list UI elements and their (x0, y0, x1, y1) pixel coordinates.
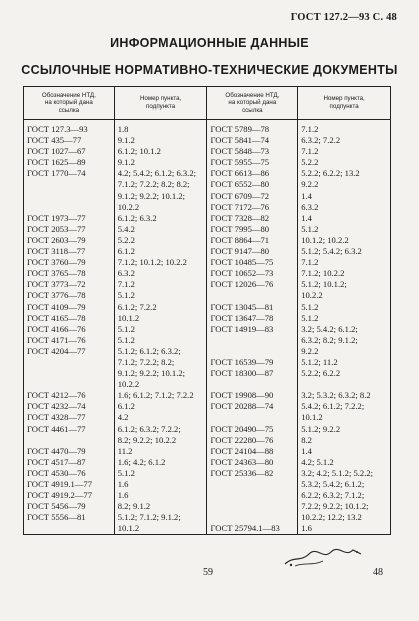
clause-numbers: 6.3.2 (301, 201, 319, 212)
ntd-designation: ГОСТ 6709—72 (210, 190, 270, 201)
ntd-designation: ГОСТ 8864—71 (210, 234, 270, 245)
clause-numbers: 5.1.2; 10.1.2; (301, 279, 347, 290)
clause-numbers: 5.4.2 (117, 223, 135, 234)
ntd-designation: ГОСТ 25336—82 (210, 467, 274, 478)
ntd-designation: ГОСТ 4166—76 (27, 323, 86, 334)
clause-numbers: 3.2; 4.2; 5.1.2; 5.2.2; (301, 467, 374, 478)
clause-numbers: 5.1.2; 11.2 (301, 356, 338, 367)
clause-numbers: 3.2; 5.4.2; 6.1.2; (301, 323, 358, 334)
ntd-designation: ГОСТ 3776—78 (27, 290, 86, 301)
clause-numbers: 10.2.2 (117, 379, 140, 390)
clause-numbers: 9.2.2 (301, 345, 319, 356)
ntd-designation: ГОСТ 4109—79 (27, 301, 86, 312)
right-ntd-column (207, 120, 298, 535)
header-right-clause: Номер пункта, подпункта (298, 87, 391, 120)
clause-numbers: 1.6 (117, 490, 129, 501)
ntd-designation: ГОСТ 2603—79 (27, 234, 86, 245)
clause-numbers: 4.2; 5.4.2; 6.1.2; 6.3.2; (117, 168, 197, 179)
clause-numbers: 1.6; 6.1.2; 7.1.2; 7.2.2 (117, 390, 194, 401)
clause-numbers: 6.1.2; 10.1.2 (117, 146, 161, 157)
clause-numbers: 8.2; 9.2.2; 10.2.2 (117, 434, 177, 445)
clause-numbers: 5.1.2 (117, 334, 135, 345)
clause-numbers: 10.2.2 (301, 290, 323, 301)
ntd-designation: ГОСТ 14919—83 (210, 323, 274, 334)
clause-numbers: 5.4.2; 6.1.2; 7.2.2; (301, 401, 365, 412)
clause-numbers: 7.1.2; 10.1.2; 10.2.2 (117, 257, 187, 268)
clause-numbers: 4.2; 5.1.2 (301, 456, 334, 467)
clause-numbers (301, 379, 390, 390)
ntd-designation: ГОСТ 4470—79 (27, 445, 86, 456)
handwritten-signature (283, 544, 365, 570)
clause-numbers: 5.1.2; 7.1.2; 9.1.2; (117, 512, 181, 523)
clause-numbers: 6.2.2; 6.3.2; 7.1.2; (301, 490, 365, 501)
clause-numbers: 1.6; 4.2; 6.1.2 (117, 456, 166, 467)
ntd-designation: ГОСТ 5556—81 (27, 512, 86, 523)
ntd-designation: ГОСТ 20288—74 (210, 401, 274, 412)
ntd-designation: ГОСТ 4212—76 (27, 390, 86, 401)
ntd-designation (27, 523, 114, 534)
clause-numbers: 7.1.2; 7.2.2; 8.2; (117, 356, 175, 367)
ntd-designation: ГОСТ 10652—73 (210, 268, 274, 279)
ntd-designation: ГОСТ 1625—89 (27, 157, 86, 168)
table-header-row (24, 87, 391, 120)
page-number-center: 59 (203, 567, 213, 578)
clause-numbers: 5.1.2 (117, 323, 135, 334)
clause-numbers: 10.1.2 (301, 412, 323, 423)
ntd-designation: ГОСТ 4461—77 (27, 423, 86, 434)
clause-numbers: 1.4 (301, 445, 312, 456)
header-left-ntd: Обозначение НТД, на который дана ссылка (24, 87, 115, 120)
ntd-designation: ГОСТ 12026—76 (210, 279, 274, 290)
clause-numbers: 6.1.2; 7.2.2 (117, 301, 157, 312)
clause-numbers: 5.1.2 (301, 301, 319, 312)
ntd-designation: ГОСТ 4232—74 (27, 401, 86, 412)
clause-numbers: 10.1.2 (117, 312, 140, 323)
clause-numbers: 5.1.2; 9.2.2 (301, 423, 341, 434)
ntd-designation: ГОСТ 5955—75 (210, 157, 270, 168)
clause-numbers: 10.1.2 (117, 523, 140, 534)
document-reference: ГОСТ 127.2—93 С. 48 (290, 12, 397, 23)
ntd-designation: ГОСТ 24363—80 (210, 456, 274, 467)
clause-numbers: 9.1.2 (117, 135, 135, 146)
ntd-designation: ГОСТ 4530—76 (27, 467, 86, 478)
ntd-designation (27, 368, 114, 379)
ntd-designation (27, 435, 114, 446)
clause-numbers: 1.6 (117, 479, 129, 489)
ntd-designation: ГОСТ 18300—87 (210, 368, 274, 379)
clause-numbers: 6.1.2; 6.3.2; 7.2.2; (117, 423, 181, 434)
ntd-designation: ГОСТ 16539—79 (210, 356, 274, 367)
ntd-designation (210, 501, 297, 512)
clause-numbers: 5.2.2; 6.2.2; 13.2 (301, 168, 360, 179)
ntd-designation: ГОСТ 2053—77 (27, 223, 86, 234)
clause-numbers: 5.1.2 (117, 290, 135, 301)
ntd-designation: ГОСТ 13045—81 (210, 301, 274, 312)
clause-numbers: 6.1.2 (117, 401, 135, 412)
right-clause-column (298, 120, 391, 535)
ntd-designation: ГОСТ 4204—77 (27, 345, 86, 356)
clause-numbers: 6.3.2; 8.2; 9.1.2; (301, 334, 358, 345)
ntd-designation: ГОСТ 1973—77 (27, 212, 86, 223)
clause-numbers: 8.2 (301, 434, 312, 445)
ntd-designation: ГОСТ 6613—86 (210, 168, 270, 179)
ntd-designation (27, 179, 114, 190)
clause-numbers: 9.1.2; 9.2.2; 10.1.2; (117, 368, 186, 379)
left-clause-column (114, 120, 207, 535)
ntd-designation: ГОСТ 7995—80 (210, 223, 270, 234)
clause-numbers: 7.1.2; 10.2.2 (301, 268, 345, 279)
ntd-designation: ГОСТ 13647—78 (210, 312, 274, 323)
ntd-designation (210, 335, 297, 346)
ntd-designation: ГОСТ 3765—78 (27, 268, 86, 279)
clause-numbers: 5.1.2 (301, 223, 319, 234)
ntd-designation (210, 512, 297, 523)
clause-numbers: 9.2.2 (301, 179, 319, 190)
clause-numbers: 6.3.2 (117, 268, 135, 279)
clause-numbers: 1.4 (301, 212, 312, 223)
ntd-designation (27, 379, 114, 390)
ntd-designation: ГОСТ 20490—75 (210, 423, 274, 434)
ntd-designation: ГОСТ 4165—78 (27, 312, 86, 323)
page-number-right: 48 (373, 567, 383, 578)
clause-numbers: 10.2.2; 12.2; 13.2 (301, 512, 362, 523)
clause-numbers: 5.2.2; 6.2.2 (301, 368, 341, 379)
ntd-designation: ГОСТ 435—77 (27, 135, 82, 146)
clause-numbers: 10.1.2; 10.2.2 (301, 234, 349, 245)
clause-numbers: 7.1.2 (301, 146, 319, 157)
ntd-designation: ГОСТ 24104—88 (210, 445, 274, 456)
clause-numbers: 5.3.2; 5.4.2; 6.1.2; (301, 479, 365, 489)
ntd-designation (210, 412, 297, 423)
ntd-designation: ГОСТ 4919.2—77 (27, 490, 93, 501)
ntd-designation (27, 202, 114, 213)
ntd-designation: ГОСТ 4328—77 (27, 412, 86, 423)
ntd-designation: ГОСТ 7328—82 (210, 212, 270, 223)
ntd-designation: ГОСТ 4919.1—77 (27, 479, 93, 489)
ntd-designation: ГОСТ 25794.1—83 (210, 523, 280, 534)
ntd-designation: ГОСТ 10485—75 (210, 257, 274, 268)
ntd-designation (210, 490, 297, 501)
ntd-designation: ГОСТ 5456—79 (27, 501, 86, 512)
clause-numbers: 5.1.2; 6.1.2; 6.3.2; (117, 345, 181, 356)
clause-numbers: 6.3.2; 7.2.2 (301, 135, 341, 146)
ntd-designation: ГОСТ 7172—76 (210, 201, 270, 212)
clause-numbers: 6.1.2 (117, 246, 135, 257)
ntd-designation (27, 191, 114, 202)
clause-numbers: 5.2.2 (301, 157, 319, 168)
clause-numbers: 1.8 (117, 124, 129, 134)
ntd-designation: ГОСТ 3760—79 (27, 257, 86, 268)
references-table (23, 86, 391, 535)
clause-numbers: 5.1.2 (301, 312, 319, 323)
clause-numbers: 11.2 (117, 445, 133, 456)
clause-numbers: 9.1.2; 9.2.2; 10.1.2; (117, 190, 186, 201)
ntd-designation: ГОСТ 4517—87 (27, 456, 86, 467)
clause-numbers: 1.6 (301, 523, 312, 534)
clause-numbers: 6.1.2; 6.3.2 (117, 212, 157, 223)
ntd-designation: ГОСТ 3773—72 (27, 279, 86, 290)
clause-numbers: 5.2.2 (117, 234, 135, 245)
header-right-ntd: Обозначение НТД, на который дана ссылка (207, 87, 298, 120)
clause-numbers: 5.1.2 (117, 467, 135, 478)
section-title: ССЫЛОЧНЫЕ НОРМАТИВНО-ТЕХНИЧЕСКИЕ ДОКУМЕНТЫ (21, 63, 398, 77)
ntd-designation: ГОСТ 1770—74 (27, 168, 86, 179)
ntd-designation: ГОСТ 22280—76 (210, 434, 274, 445)
ntd-designation: ГОСТ 5841—74 (210, 135, 270, 146)
clause-numbers: 3.2; 5.3.2; 6.3.2; 8.2 (301, 390, 371, 401)
clause-numbers: 8.2; 9.1.2 (117, 501, 151, 512)
ntd-designation: ГОСТ 3118—77 (27, 246, 86, 257)
clause-numbers: 7.1.2; 7.2.2; 8.2; 8.2; (117, 179, 190, 190)
clause-numbers: 7.1.2 (301, 124, 319, 134)
ntd-designation: ГОСТ 9147—80 (210, 246, 270, 257)
table-body-row (24, 120, 391, 535)
ntd-designation (210, 346, 297, 357)
ntd-designation: ГОСТ 5848—73 (210, 146, 270, 157)
clause-numbers: 1.4 (301, 190, 312, 201)
ntd-designation: ГОСТ 5789—78 (210, 124, 270, 134)
page-title: ИНФОРМАЦИОННЫЕ ДАННЫЕ (110, 36, 309, 50)
ntd-designation (27, 357, 114, 368)
clause-numbers: 5.1.2; 5.4.2; 6.3.2 (301, 246, 362, 257)
header-left-clause: Номер пункта, подпункта (114, 87, 207, 120)
ntd-designation (210, 290, 297, 301)
clause-numbers: 4.2 (117, 412, 129, 423)
ntd-designation (210, 479, 297, 490)
ntd-designation: ГОСТ 127.3—93 (27, 124, 88, 134)
ntd-designation: ГОСТ 4171—76 (27, 334, 86, 345)
clause-numbers: 7.1.2 (117, 279, 135, 290)
clause-numbers: 7.1.2 (301, 257, 319, 268)
clause-numbers: 10.2.2 (117, 201, 140, 212)
left-ntd-column (24, 120, 115, 535)
ntd-designation: ГОСТ 19908—90 (210, 390, 274, 401)
ntd-designation: ГОСТ 6552—80 (210, 179, 270, 190)
ntd-designation (210, 379, 297, 390)
ntd-designation: ГОСТ 1027—67 (27, 146, 86, 157)
clause-numbers: 7.2.2; 9.2.2; 10.1.2; (301, 501, 369, 512)
clause-numbers: 9.1.2 (117, 157, 135, 168)
